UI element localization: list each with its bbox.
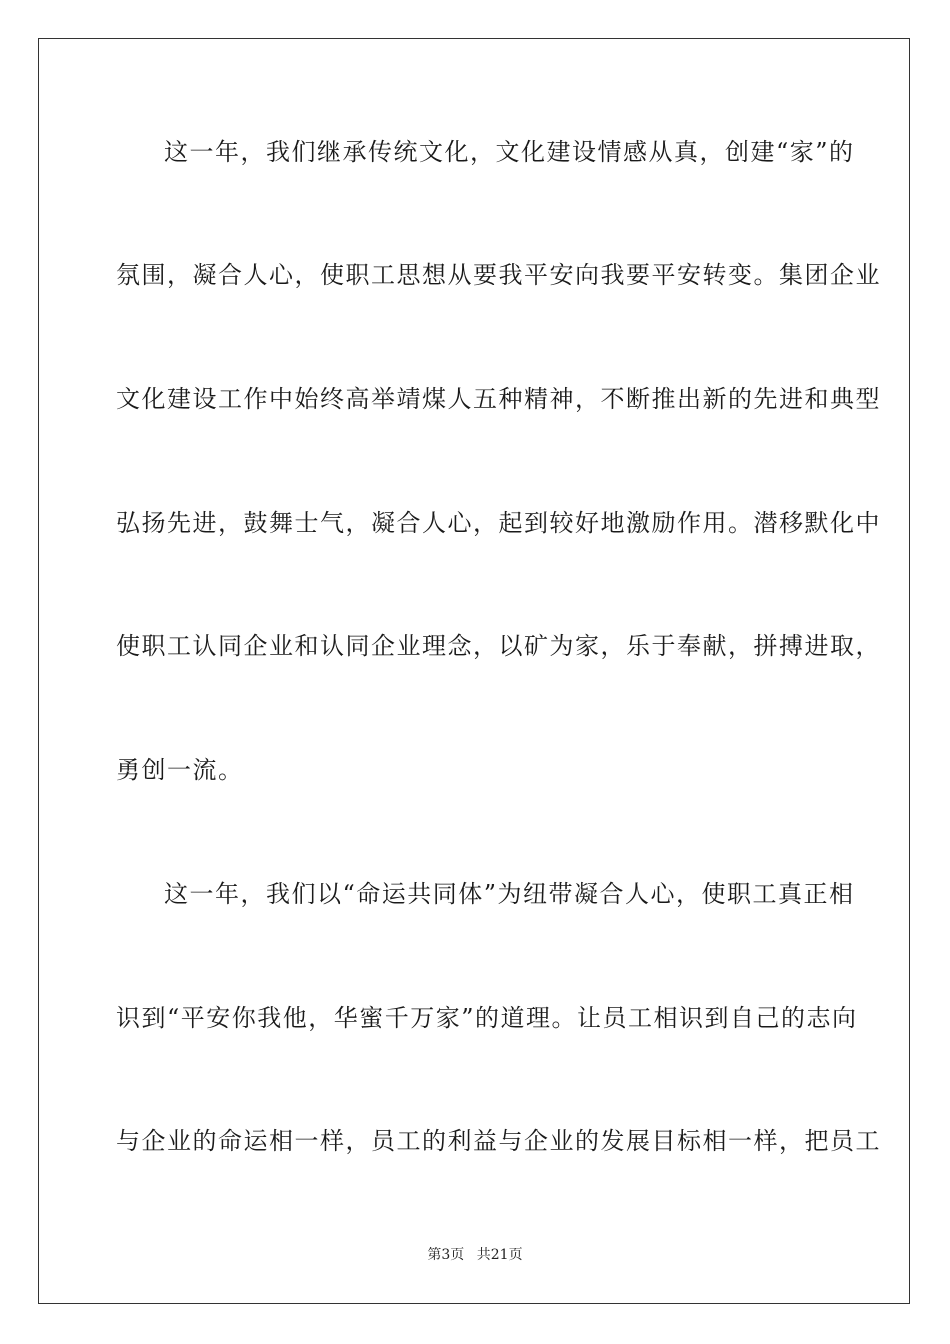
page-number: 第3页 — [427, 1247, 465, 1263]
paragraph-1-line-3: 文化建设工作中始终高举靖煤人五种精神，不断推出新的先进和典型 — [116, 385, 881, 413]
paragraph-2-line-1: 这一年，我们以“命运共同体”为纽带凝合人心，使职工真正相 — [164, 880, 855, 908]
page-border — [38, 38, 910, 1304]
paragraph-1-line-1: 这一年，我们继承传统文化，文化建设情感从真，创建“家”的 — [164, 138, 855, 166]
paragraph-2-line-3: 与企业的命运相一样，员工的利益与企业的发展目标相一样，把员工 — [116, 1127, 881, 1155]
paragraph-1-line-2: 氛围，凝合人心，使职工思想从要我平安向我要平安转变。集团企业 — [116, 261, 881, 289]
paragraph-2-line-2: 识到“平安你我他，华蜜千万家”的道理。让员工相识到自己的志向 — [116, 1004, 858, 1032]
page-footer — [0, 1245, 950, 1265]
paragraph-1-line-5: 使职工认同企业和认同企业理念，以矿为家，乐于奉献，拼搏进取， — [116, 632, 881, 660]
paragraph-1-line-6: 勇创一流。 — [116, 756, 244, 784]
page-total: 共21页 — [476, 1247, 523, 1263]
paragraph-1-line-4: 弘扬先进，鼓舞士气，凝合人心，起到较好地激励作用。潜移默化中 — [116, 509, 881, 537]
